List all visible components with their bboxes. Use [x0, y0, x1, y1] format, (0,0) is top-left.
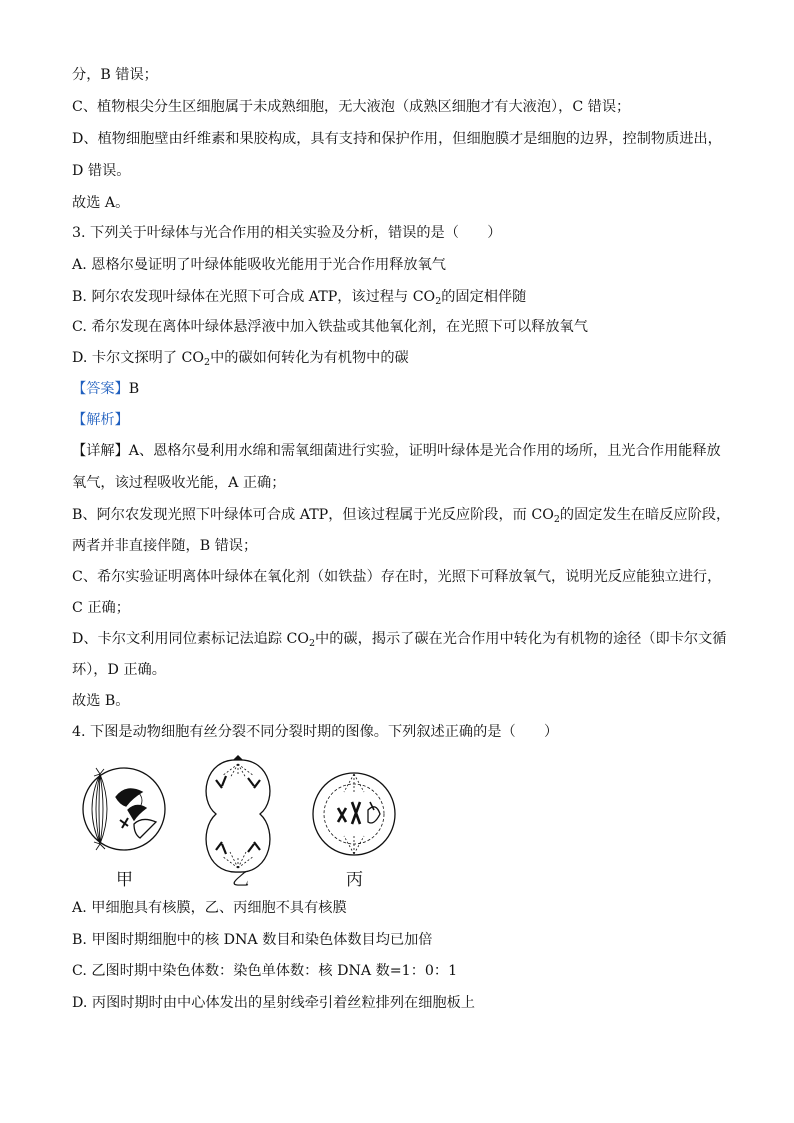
option-4d: D. 丙图时期时由中心体发出的星射线牵引着丝粒排列在细胞板上 [72, 995, 475, 1011]
cell-bing [313, 773, 395, 855]
question-4: 4. 下图是动物细胞有丝分裂不同分裂时期的图像。下列叙述正确的是（ ） [72, 724, 559, 740]
text-line: 分，B 错误； [72, 67, 158, 83]
text-line: D 错误。 [72, 163, 131, 179]
option-3c: C. 希尔发现在离体叶绿体悬浮液中加入铁盐或其他氧化剂，在光照下可以释放氧气 [72, 319, 588, 335]
text-line: 故选 A。 [72, 195, 130, 211]
option-3a: A. 恩格尔曼证明了叶绿体能吸收光能用于光合作用释放氧气 [72, 257, 446, 273]
explanation-line: C、希尔实验证明离体叶绿体在氧化剂（如铁盐）存在时，光照下可释放氧气，说明光反应能独立进行， [72, 569, 722, 585]
explanation-line: 故选 B。 [72, 693, 130, 709]
mitosis-figure [76, 752, 406, 892]
option-4a: A. 甲细胞具有核膜，乙、丙细胞不具有核膜 [72, 900, 347, 916]
explanation-line: D、卡尔文利用同位素标记法追踪 $CO_2$中的碳，揭示了碳在光合作用中转化为有机物的途径（即卡尔文循 [72, 631, 727, 649]
cell-jia [83, 768, 165, 850]
explanation-line: 氧气，该过程吸收光能，A 正确； [72, 475, 286, 491]
label-yi: 乙 [232, 870, 249, 890]
text-line: C、植物根尖分生区细胞属于未成熟细胞，无大液泡（成熟区细胞才有大液泡），C 错误； [72, 99, 631, 115]
explanation-line: B、阿尔农发现光照下叶绿体可合成 ATP，但该过程属于光反应阶段，而 $CO_2$的固定发生在暗反应阶段， [72, 507, 731, 525]
analysis-heading: 【解析】 [72, 412, 129, 428]
label-bing: 丙 [346, 870, 363, 890]
explanation-line: 两者并非直接伴随，B 错误； [72, 538, 258, 554]
text-line: D、植物细胞壁由纤维素和果胶构成，具有支持和保护作用，但细胞膜才是细胞的边界，控制物质进出， [72, 131, 722, 147]
explanation-line: 环），D 正确。 [72, 662, 166, 678]
explanation-line: C 正确； [72, 600, 130, 616]
label-jia: 甲 [116, 870, 133, 890]
option-4b: B. 甲图时期细胞中的核 DNA 数目和染色体数目均已加倍 [72, 932, 433, 948]
option-3d: D. 卡尔文探明了 $CO_2$中的碳如何转化为有机物中的碳 [72, 350, 409, 368]
option-4c: C. 乙图时期中染色体数：染色单体数：核 DNA 数=1：0：1 [72, 963, 458, 979]
cell-yi [206, 760, 270, 872]
answer: 【答案】B [72, 381, 140, 397]
question-3: 3. 下列关于叶绿体与光合作用的相关实验及分析，错误的是（ ） [72, 225, 502, 241]
option-3b: B. 阿尔农发现叶绿体在光照下可合成 ATP，该过程与 $CO_2$的固定相伴随 [72, 289, 527, 307]
explanation-line: 【详解】A、恩格尔曼利用水绵和需氧细菌进行实验，证明叶绿体是光合作用的场所，且光合作用能释放 [72, 443, 721, 459]
